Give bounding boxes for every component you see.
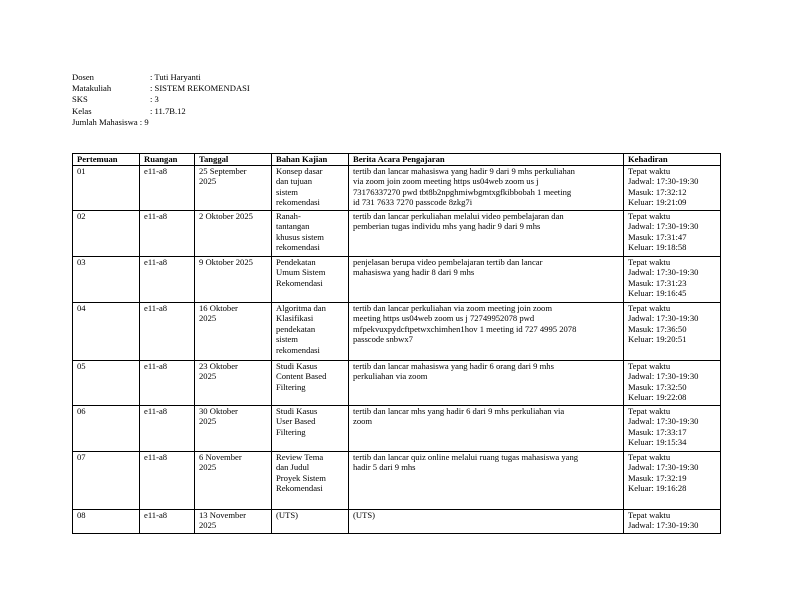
attendance-table <box>72 153 721 534</box>
kelas-row <box>72 106 250 117</box>
cell-bahan-kajian <box>272 256 349 302</box>
cell-bahan-kajian-line: Filtering <box>276 381 306 392</box>
cell-kehadiran-line: Jadwal: 17:30-19:30 <box>628 462 699 472</box>
cell-tanggal-line: 9 Oktober 2025 <box>199 256 253 267</box>
table-header-row <box>73 154 721 166</box>
cell-kehadiran <box>624 165 721 210</box>
matakuliah-label: Matakuliah <box>72 83 112 94</box>
cell-bahan-kajian-line: pendekatan <box>276 323 316 334</box>
cell-kehadiran-line: Tepat waktu <box>628 302 671 313</box>
cell-bahan-kajian <box>272 302 349 360</box>
cell-kehadiran-line: Jadwal: 17:30-19:30 <box>628 313 699 323</box>
cell-bahan-kajian-line: Pendekatan <box>276 256 316 267</box>
cell-berita-acara <box>349 405 624 451</box>
cell-kehadiran-line: Tepat waktu <box>628 165 671 176</box>
table-body <box>73 165 721 533</box>
cell-pertemuan: 06 <box>73 405 140 451</box>
cell-bahan-kajian-line: Filtering <box>276 426 306 437</box>
kelas-value: : 11.7B.12 <box>150 105 186 116</box>
cell-berita-acara-line: passcode snbwx7 <box>353 334 413 344</box>
cell-berita-acara-line: pemberian tugas individu mhs yang hadir 9 dari 9 mhs <box>353 221 541 231</box>
cell-bahan-kajian-line: rekomendasi <box>276 197 320 207</box>
cell-bahan-kajian-line: rekomendasi <box>276 242 320 252</box>
cell-kehadiran-line: Masuk: 17:32:12 <box>628 186 687 197</box>
cell-kehadiran-line: Jadwal: 17:30-19:30 <box>628 267 699 277</box>
cell-kehadiran-line: Tepat waktu <box>628 451 671 462</box>
cell-kehadiran <box>624 256 721 302</box>
table-row <box>73 405 721 451</box>
cell-kehadiran-line: Masuk: 17:32:19 <box>628 472 687 483</box>
cell-pertemuan: 05 <box>73 360 140 405</box>
kelas-label: Kelas <box>72 105 92 116</box>
cell-berita-acara-line: tertib dan lancar mahasiswa yang hadir 9 dari 9 mhs perkuliahan <box>353 165 575 176</box>
cell-tanggal-line: 6 November <box>199 451 242 462</box>
cell-bahan-kajian <box>272 210 349 256</box>
cell-berita-acara-line: 73176337270 pwd tbt8b2npghmiwbgmtxgfkibbobah 1 meeting <box>353 186 572 197</box>
cell-bahan-kajian-line: Klasifikasi <box>276 313 314 323</box>
course-info <box>72 72 250 128</box>
cell-pertemuan: 07 <box>73 451 140 509</box>
cell-berita-acara-line: tertib dan lancar perkuliahan via zoom meeting join zoom <box>353 302 553 313</box>
cell-kehadiran-line: Keluar: 19:18:58 <box>628 242 687 252</box>
cell-kehadiran <box>624 405 721 451</box>
cell-tanggal-line: 2025 <box>199 520 217 530</box>
cell-tanggal-line: 13 November <box>199 509 247 520</box>
sks-row <box>72 94 250 105</box>
sks-value: : 3 <box>150 94 159 105</box>
cell-kehadiran-line: Masuk: 17:31:47 <box>628 231 687 242</box>
jumlah-mahasiswa: Jumlah Mahasiswa : 9 <box>72 116 149 127</box>
cell-ruangan: e11-a8 <box>140 360 195 405</box>
cell-bahan-kajian <box>272 509 349 533</box>
cell-berita-acara <box>349 451 624 509</box>
cell-pertemuan: 08 <box>73 509 140 533</box>
cell-kehadiran-line: Jadwal: 17:30-19:30 <box>628 176 699 186</box>
cell-bahan-kajian-line: User Based <box>276 416 316 426</box>
table-row <box>73 256 721 302</box>
cell-kehadiran-line: Jadwal: 17:30-19:30 <box>628 221 699 231</box>
cell-bahan-kajian-line: (UTS) <box>276 509 298 520</box>
cell-tanggal <box>195 165 272 210</box>
cell-tanggal-line: 25 September <box>199 165 247 176</box>
cell-kehadiran-line: Tepat waktu <box>628 509 671 520</box>
cell-bahan-kajian-line: rekomendasi <box>276 344 320 355</box>
cell-ruangan: e11-a8 <box>140 451 195 509</box>
cell-berita-acara <box>349 360 624 405</box>
cell-bahan-kajian-line: tantangan <box>276 221 310 231</box>
dosen-label: Dosen <box>72 72 94 82</box>
cell-berita-acara <box>349 210 624 256</box>
cell-kehadiran-line: Masuk: 17:36:50 <box>628 323 687 334</box>
matakuliah-row <box>72 83 250 94</box>
cell-bahan-kajian-line: Rekomendasi <box>276 277 323 288</box>
cell-berita-acara-line: meeting https us04web zoom us j 72749952078 pwd <box>353 313 535 323</box>
cell-berita-acara <box>349 509 624 533</box>
cell-tanggal <box>195 405 272 451</box>
cell-berita-acara-line: zoom <box>353 416 373 426</box>
cell-tanggal <box>195 451 272 509</box>
cell-berita-acara-line: tertib dan lancar mhs yang hadir 6 dari 9 mhs perkuliahan via <box>353 405 565 416</box>
cell-berita-acara-line: hadir 5 dari 9 mhs <box>353 462 416 472</box>
cell-berita-acara-line: mahasiswa yang hadir 8 dari 9 mhs <box>353 267 475 277</box>
cell-berita-acara-line: mfpekvuxpydcftpetwxchimhen1hov 1 meeting id 727 4995 2078 <box>353 323 577 334</box>
table-row <box>73 302 721 360</box>
cell-berita-acara-line: penjelasan berupa video pembelajaran tertib dan lancar <box>353 256 543 267</box>
cell-tanggal-line: 2025 <box>199 462 217 472</box>
cell-kehadiran-line: Tepat waktu <box>628 405 671 416</box>
table-row <box>73 360 721 405</box>
jumlah-row <box>72 117 250 128</box>
cell-bahan-kajian-line: Algoritma dan <box>276 302 326 313</box>
cell-tanggal-line: 2025 <box>199 371 217 381</box>
cell-tanggal <box>195 509 272 533</box>
cell-pertemuan: 04 <box>73 302 140 360</box>
cell-kehadiran-line: Masuk: 17:33:17 <box>628 426 687 437</box>
cell-kehadiran-line: Tepat waktu <box>628 360 671 371</box>
cell-kehadiran <box>624 360 721 405</box>
cell-berita-acara <box>349 165 624 210</box>
cell-bahan-kajian-line: Rekomendasi <box>276 483 323 493</box>
cell-berita-acara-line: via zoom join zoom meeting https us04web zoom us j <box>353 176 539 186</box>
col-header-bahan-kajian: Bahan Kajian <box>272 154 349 166</box>
cell-bahan-kajian-line: khusus sistem <box>276 231 324 242</box>
cell-kehadiran-line: Keluar: 19:22:08 <box>628 392 687 402</box>
cell-bahan-kajian-line: Konsep dasar <box>276 165 323 176</box>
cell-bahan-kajian-line: sistem <box>276 186 298 197</box>
table-row <box>73 210 721 256</box>
cell-bahan-kajian-line: Review Tema <box>276 451 324 462</box>
cell-kehadiran-line: Jadwal: 17:30-19:30 <box>628 520 699 530</box>
dosen-row <box>72 72 250 83</box>
col-header-kehadiran: Kehadiran <box>624 154 721 166</box>
cell-berita-acara-line: id 731 7633 7270 passcode 8zkg7i <box>353 197 473 207</box>
cell-tanggal-line: 2025 <box>199 416 217 426</box>
cell-kehadiran-line: Keluar: 19:21:09 <box>628 197 687 207</box>
cell-kehadiran <box>624 451 721 509</box>
cell-kehadiran-line: Tepat waktu <box>628 210 671 221</box>
table-row <box>73 165 721 210</box>
cell-bahan-kajian <box>272 451 349 509</box>
col-header-tanggal: Tanggal <box>195 154 272 166</box>
sks-label: SKS <box>72 94 88 105</box>
cell-kehadiran-line: Keluar: 19:20:51 <box>628 334 687 344</box>
cell-kehadiran-line: Keluar: 19:16:45 <box>628 288 687 298</box>
cell-kehadiran-line: Jadwal: 17:30-19:30 <box>628 371 699 381</box>
cell-ruangan: e11-a8 <box>140 405 195 451</box>
col-header-ruangan: Ruangan <box>140 154 195 166</box>
matakuliah-value: : SISTEM REKOMENDASI <box>150 83 250 94</box>
cell-berita-acara <box>349 256 624 302</box>
cell-tanggal-line: 30 Oktober <box>199 405 238 416</box>
cell-bahan-kajian-line: dan tujuan <box>276 176 313 186</box>
cell-ruangan: e11-a8 <box>140 210 195 256</box>
cell-tanggal <box>195 256 272 302</box>
cell-tanggal-line: 23 Oktober <box>199 360 238 371</box>
cell-kehadiran-line: Keluar: 19:15:34 <box>628 437 687 447</box>
col-header-berita-acara: Berita Acara Pengajaran <box>349 154 624 166</box>
col-header-pertemuan: Pertemuan <box>73 154 140 166</box>
cell-kehadiran <box>624 509 721 533</box>
cell-tanggal <box>195 302 272 360</box>
cell-bahan-kajian <box>272 405 349 451</box>
cell-ruangan: e11-a8 <box>140 256 195 302</box>
cell-bahan-kajian-line: Proyek Sistem <box>276 472 326 483</box>
cell-tanggal-line: 2025 <box>199 176 217 186</box>
cell-berita-acara <box>349 302 624 360</box>
cell-tanggal-line: 16 Oktober <box>199 302 238 313</box>
table-row <box>73 451 721 509</box>
cell-berita-acara-line: tertib dan lancar mahasiswa yang hadir 6 orang dari 9 mhs <box>353 360 554 371</box>
cell-kehadiran <box>624 210 721 256</box>
cell-kehadiran-line: Masuk: 17:32:50 <box>628 381 687 392</box>
cell-kehadiran-line: Masuk: 17:31:23 <box>628 277 687 288</box>
cell-pertemuan: 02 <box>73 210 140 256</box>
cell-bahan-kajian-line: Studi Kasus <box>276 405 318 416</box>
cell-ruangan: e11-a8 <box>140 165 195 210</box>
cell-bahan-kajian <box>272 165 349 210</box>
cell-kehadiran-line: Jadwal: 17:30-19:30 <box>628 416 699 426</box>
cell-bahan-kajian-line: Content Based <box>276 371 327 381</box>
cell-berita-acara-line: (UTS) <box>353 509 375 520</box>
cell-kehadiran-line: Keluar: 19:16:28 <box>628 483 687 493</box>
cell-berita-acara-line: tertib dan lancar perkuliahan melalui video pembelajaran dan <box>353 210 564 221</box>
cell-ruangan: e11-a8 <box>140 302 195 360</box>
cell-tanggal-line: 2025 <box>199 313 217 323</box>
cell-bahan-kajian <box>272 360 349 405</box>
cell-bahan-kajian-line: Studi Kasus <box>276 360 318 371</box>
cell-bahan-kajian-line: Umum Sistem <box>276 267 326 277</box>
table-row <box>73 509 721 533</box>
cell-pertemuan: 01 <box>73 165 140 210</box>
cell-bahan-kajian-line: sistem <box>276 334 298 344</box>
dosen-value: : Tuti Haryanti <box>150 72 201 82</box>
cell-bahan-kajian-line: dan Judul <box>276 462 310 472</box>
cell-berita-acara-line: tertib dan lancar quiz online melalui ruang tugas mahasiswa yang <box>353 451 579 462</box>
cell-tanggal <box>195 360 272 405</box>
cell-berita-acara-line: perkuliahan via zoom <box>353 371 428 381</box>
cell-kehadiran-line: Tepat waktu <box>628 256 671 267</box>
cell-tanggal <box>195 210 272 256</box>
cell-kehadiran <box>624 302 721 360</box>
cell-pertemuan: 03 <box>73 256 140 302</box>
cell-ruangan: e11-a8 <box>140 509 195 533</box>
cell-bahan-kajian-line: Ranah- <box>276 210 301 221</box>
cell-tanggal-line: 2 Oktober 2025 <box>199 210 253 221</box>
